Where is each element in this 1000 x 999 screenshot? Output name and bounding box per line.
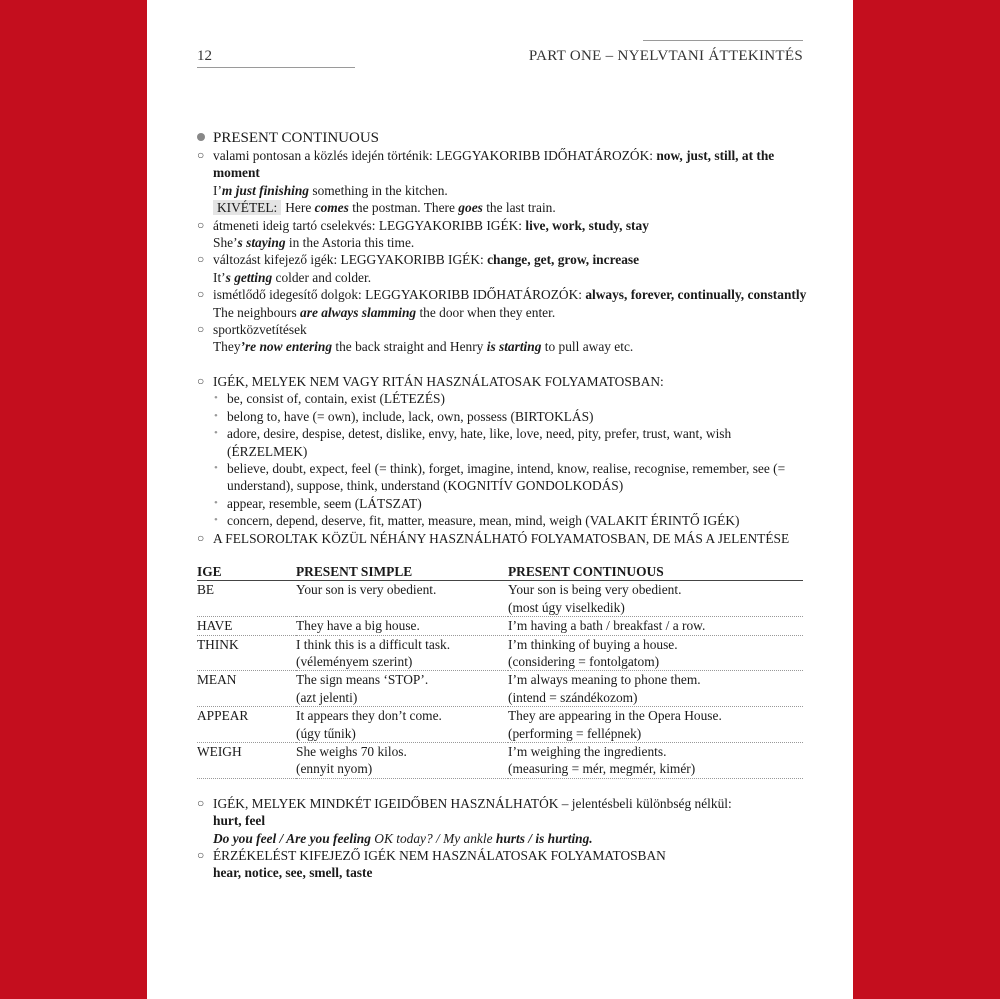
- verb-list: hurt, feel: [213, 813, 266, 829]
- senses-item: ○ ÉRZÉKELÉST KIFEJEZŐ IGÉK NEM HASZNÁLATOSAK FOLYAMATOSBAN: [197, 848, 666, 864]
- table-header: PRESENT CONTINUOUS: [508, 563, 803, 581]
- circle-bullet-icon: ○: [197, 287, 205, 302]
- nonprogressive-heading: ○ IGÉK, MELYEK NEM VAGY RITÁN HASZNÁLATOSAK FOLYAMATOSBAN:: [197, 373, 664, 389]
- verb-cell: BE: [197, 581, 296, 617]
- running-title: PART ONE – NYELVTANI ÁTTEKINTÉS: [528, 48, 803, 64]
- simple-cell: The sign means ‘STOP’. (azt jelenti): [296, 671, 508, 707]
- small-bullet-icon: •: [214, 409, 218, 422]
- usage-item: ○ ismétlődő idegesítő dolgok: LEGGYAKORIBB IDŐHATÁROZÓK: always, forever, continually, constantly: [197, 287, 807, 303]
- both-tenses-item: ○ IGÉK, MELYEK MINDKÉT IGEIDŐBEN HASZNÁLHATÓK – jelentésbeli különbség nélkül:: [197, 795, 732, 811]
- small-bullet-icon: •: [214, 427, 218, 440]
- verb-group-item: • appear, resemble, seem (LÁTSZAT): [214, 495, 422, 511]
- small-bullet-icon: •: [214, 392, 218, 405]
- continuous-cell: I’m always meaning to phone them. (intend = szándékozom): [508, 671, 803, 707]
- verb-group-item: • adore, desire, despise, detest, dislike, envy, hate, like, love, need, pity, prefer, trust, want, wish (ÉRZELMEK): [214, 426, 732, 459]
- continuous-cell: I’m thinking of buying a house. (considering = fontolgatom): [508, 635, 803, 671]
- circle-bullet-icon: ○: [197, 795, 205, 810]
- circle-bullet-icon: ○: [197, 217, 205, 232]
- circle-bullet-icon: ○: [197, 848, 205, 863]
- circle-bullet-icon: ○: [197, 322, 205, 337]
- page-content: [197, 129, 807, 882]
- table-header: PRESENT SIMPLE: [296, 563, 508, 581]
- simple-cell: Your son is very obedient.: [296, 581, 508, 617]
- verb-cell: MEAN: [197, 671, 296, 707]
- verb-group-item: • belong to, have (= own), include, lack, own, possess (BIRTOKLÁS): [214, 408, 594, 424]
- comparison-table: [197, 563, 803, 779]
- table-row: [197, 617, 803, 635]
- usage-item: ○ átmeneti ideig tartó cselekvés: LEGGYAKORIBB IGÉK: live, work, study, stay: [197, 217, 649, 233]
- verb-group-item: • be, consist of, contain, exist (LÉTEZÉS): [214, 391, 445, 407]
- circle-bullet-icon: ○: [197, 148, 205, 162]
- small-bullet-icon: •: [214, 461, 218, 474]
- verb-cell: WEIGH: [197, 743, 296, 779]
- verb-cell: HAVE: [197, 617, 296, 635]
- table-row: [197, 635, 803, 671]
- book-page: [147, 0, 853, 999]
- example-sentence: Do you feel / Are you feeling OK today? / My ankle hurts / is hurting.: [213, 830, 593, 846]
- verb-list: hear, notice, see, smell, taste: [213, 865, 373, 881]
- circle-bullet-icon: ○: [197, 373, 205, 388]
- simple-cell: I think this is a difficult task. (véleményem szerint): [296, 635, 508, 671]
- verb-cell: APPEAR: [197, 707, 296, 743]
- small-bullet-icon: •: [214, 514, 218, 527]
- usage-item: ○ sportközvetítések: [197, 322, 307, 338]
- table-row: [197, 743, 803, 779]
- circle-bullet-icon: ○: [197, 530, 205, 545]
- example-sentence: They’re now entering the back straight and Henry is starting to pull away etc.: [213, 339, 634, 355]
- exception-example: KIVÉTEL: Here comes the postman. There goes the last train.: [197, 199, 807, 216]
- table-row: [197, 581, 803, 617]
- continuous-cell: Your son is being very obedient. (most úgy viselkedik): [508, 581, 803, 617]
- continuous-cell: I’m weighing the ingredients. (measuring = mér, megmér, kimér): [508, 743, 803, 779]
- continuous-cell: They are appearing in the Opera House. (performing = fellépnek): [508, 707, 803, 743]
- example-sentence: She’s staying in the Astoria this time.: [213, 235, 415, 251]
- bullet-dot-icon: [197, 133, 205, 141]
- section-title: PRESENT CONTINUOUS: [197, 129, 807, 147]
- table-row: [197, 671, 803, 707]
- verb-group-item: • concern, depend, deserve, fit, matter, measure, mean, mind, weigh (VALAKIT ÉRINTŐ IGÉK): [214, 513, 740, 529]
- simple-cell: She weighs 70 kilos. (ennyit nyom): [296, 743, 508, 779]
- note-item: ○ A FELSOROLTAK KÖZÜL NÉHÁNY HASZNÁLHATÓ FOLYAMATOSBAN, DE MÁS A JELENTÉSE: [197, 530, 790, 546]
- verb-group-item: • believe, doubt, expect, feel (= think), forget, imagine, intend, know, realise, recognise, remember, see (= understand), suppose, think, understand (KOGNITÍV GONDOLKODÁS): [214, 460, 786, 494]
- example-sentence: I’m just finishing something in the kitchen.: [213, 182, 448, 198]
- page-number: 12: [197, 48, 355, 68]
- example-sentence: It’s getting colder and colder.: [213, 269, 372, 285]
- table-header: IGE: [197, 563, 296, 581]
- verb-cell: THINK: [197, 635, 296, 671]
- usage-item: ○ változást kifejező igék: LEGGYAKORIBB IGÉK: change, get, grow, increase: [197, 252, 640, 268]
- header-rule: [643, 40, 803, 41]
- usage-item: ○ valami pontosan a közlés idején történik: LEGGYAKORIBB IDŐHATÁROZÓK: now, just, still, at the moment: [197, 148, 775, 181]
- small-bullet-icon: •: [214, 496, 218, 509]
- table-row: [197, 707, 803, 743]
- circle-bullet-icon: ○: [197, 252, 205, 267]
- simple-cell: It appears they don’t come. (úgy tűnik): [296, 707, 508, 743]
- example-sentence: The neighbours are always slamming the door when they enter.: [213, 304, 556, 320]
- exception-label: KIVÉTEL:: [213, 200, 281, 215]
- simple-cell: They have a big house.: [296, 617, 508, 635]
- continuous-cell: I’m having a bath / breakfast / a row.: [508, 617, 803, 635]
